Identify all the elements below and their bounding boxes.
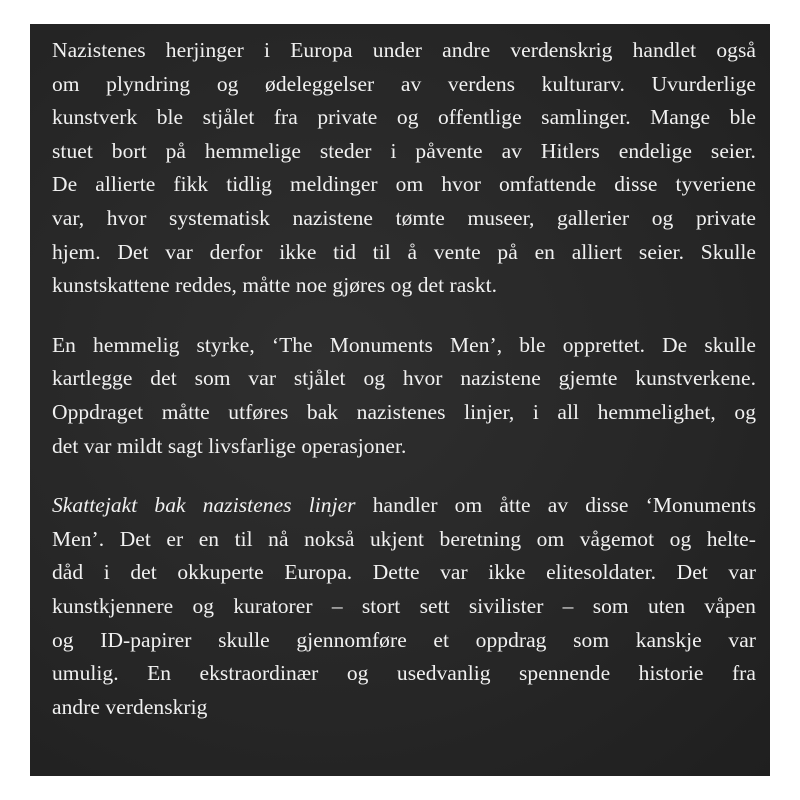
text-line: kunstkjennere og kuratorer – stort sett sivilister – som uten våpen [52, 593, 756, 618]
text-line: kunstskattene reddes, måtte noe gjøres og det raskt. [52, 273, 498, 298]
text-line: En hemmelig styrke, ‘The Monuments Men’, ble opprettet. De skulle [52, 332, 756, 357]
book-title-italic: Skattejakt bak nazistenes linjer [52, 493, 356, 518]
text-line: kartlegge det som var stjålet og hvor nazistene gjemte kunstverkene. [52, 366, 756, 391]
paragraph-2 [52, 329, 756, 463]
text-line: stuet bort på hemmelige steder i påvente av Hitlers endelige seier. [52, 138, 756, 163]
text-line: kunstverk ble stjålet fra private og offentlige samlinger. Mange ble [52, 105, 756, 130]
book-back-cover-panel [30, 24, 770, 776]
text-line: Oppdraget måtte utføres bak nazistenes linjer, i all hemmelighet, og [52, 399, 756, 424]
text-line: var, hvor systematisk nazistene tømte museer, gallerier og private [52, 205, 756, 230]
text-line: om plyndring og ødeleggelser av verdens kulturarv. Uvurderlige [52, 71, 756, 96]
paragraph-1 [52, 34, 756, 303]
text-line: og ID-papirer skulle gjennomføre et oppdrag som kanskje var [52, 627, 756, 652]
paragraph-gap [52, 303, 756, 329]
text-line: umulig. En ekstraordinær og usedvanlig spennende historie fra [52, 661, 756, 686]
text-line: det var mildt sagt livsfarlige operasjoner. [52, 433, 407, 458]
paragraph-gap [52, 463, 756, 489]
paragraph-3 [52, 489, 756, 724]
text-line [52, 489, 756, 523]
text-line: Men’. Det er en til nå nokså ukjent beretning om vågemot og helte- [52, 526, 756, 551]
text-line: andre verdenskrig [52, 694, 208, 719]
text-line: De allierte fikk tidlig meldinger om hvor omfattende disse tyveriene [52, 172, 756, 197]
text-line-rest: handler om åtte av disse ‘Monuments [355, 493, 756, 518]
text-line: hjem. Det var derfor ikke tid til å vente på en alliert seier. Skulle [52, 239, 756, 264]
text-line: dåd i det okkuperte Europa. Dette var ikke elitesoldater. Det var [52, 560, 756, 585]
text-line: Nazistenes herjinger i Europa under andre verdenskrig handlet også [52, 38, 756, 62]
